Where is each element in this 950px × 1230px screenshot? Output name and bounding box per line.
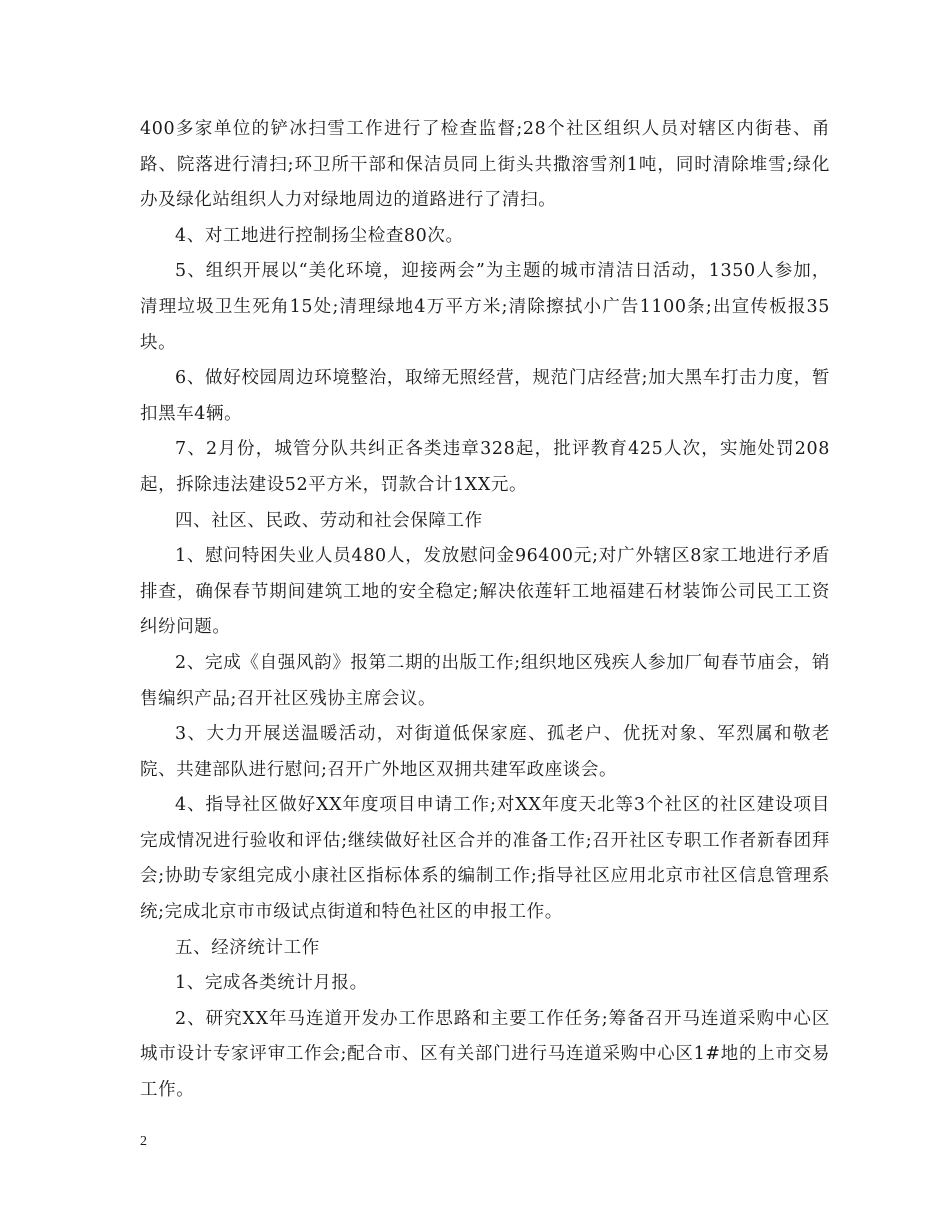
- document-body: [140, 112, 830, 1109]
- paragraph: 1、慰问特困失业人员480人，发放慰问金96400元;对广外辖区8家工地进行矛盾排查，确保春节期间建筑工地的安全稳定;解决依莲轩工地福建石材装饰公司民工工资纠纷问题。: [140, 546, 830, 638]
- paragraph: 6、做好校园周边环境整治，取缔无照经营，规范门店经营;加大黑车打击力度，暂扣黑车4辆。: [140, 368, 830, 424]
- paragraph: 5、组织开展以“美化环境，迎接两会”为主题的城市清洁日活动，1350人参加，清理垃圾卫生死角15处;清理绿地4万平方米;清除擦拭小广告1100条;出宣传板报35块。: [140, 261, 830, 353]
- page-number: 2: [140, 1134, 147, 1149]
- paragraph: 4、对工地进行控制扬尘检查80次。: [175, 225, 464, 246]
- paragraph: 400多家单位的铲冰扫雪工作进行了检查监督;28个社区组织人员对辖区内街巷、甬路、院落进行清扫;环卫所干部和保洁员同上街头共撒溶雪剂1吨，同时清除堆雪;绿化办及绿化站组织人力对绿地周边的道路进行了清扫。: [140, 119, 830, 211]
- paragraph: 3、大力开展送温暖活动，对街道低保家庭、孤老户、优抚对象、军烈属和敬老院、共建部队进行慰问;召开广外地区双拥共建军政座谈会。: [140, 724, 830, 780]
- section-heading: 四、社区、民政、劳动和社会保障工作: [175, 510, 483, 531]
- paragraph: 7、2月份，城管分队共纠正各类违章328起，批评教育425人次，实施处罚208起，拆除违法建设52平方米，罚款合计1XX元。: [140, 439, 830, 495]
- paragraph: 4、指导社区做好XX年度项目申请工作;对XX年度天北等3个社区的社区建设项目完成情况进行验收和评估;继续做好社区合并的准备工作;召开社区专职工作者新春团拜会;协助专家组完成小康社区指标体系的编制工作;指导社区应用北京市社区信息管理系统;完成北京市市级试点街道和特色社区的申报工作。: [140, 795, 830, 923]
- paragraph: 1、完成各类统计月报。: [175, 973, 368, 994]
- paragraph: 2、研究XX年马连道开发办工作思路和主要工作任务;筹备召开马连道采购中心区城市设计专家评审工作会;配合市、区有关部门进行马连道采购中心区1#地的上市交易工作。: [140, 1008, 830, 1101]
- section-heading: 五、经济统计工作: [175, 937, 320, 958]
- paragraph: 2、完成《自强风韵》报第二期的出版工作;组织地区残疾人参加厂甸春节庙会，销售编织产品;召开社区残协主席会议。: [140, 652, 830, 709]
